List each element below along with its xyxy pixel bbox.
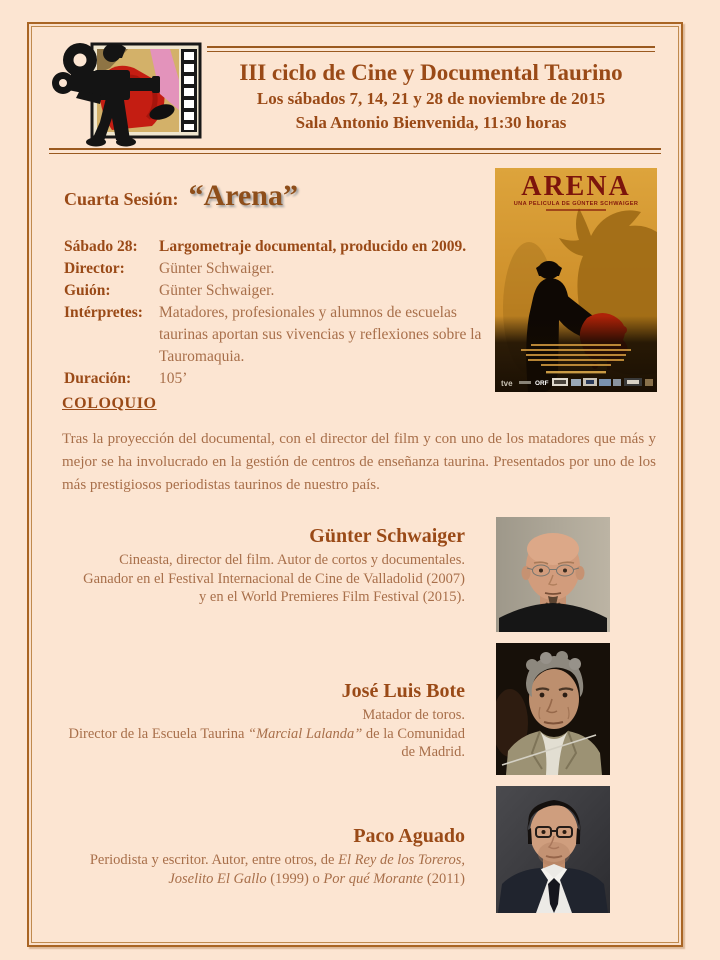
detail-row	[64, 368, 494, 390]
detail-row	[64, 236, 494, 258]
detail-label: Duración:	[64, 370, 132, 387]
detail-row	[64, 302, 494, 368]
person-name: Günter Schwaiger	[309, 525, 465, 547]
header-block	[203, 46, 659, 135]
detail-label: Director:	[64, 260, 125, 277]
page-title: III ciclo de Cine y Documental Taurino	[239, 60, 623, 85]
film-title: “Arena”	[188, 179, 298, 212]
bio-paco-aguado	[49, 824, 465, 888]
person-bio: Periodista y escritor. Autor, entre otros, de El Rey de los Toreros, Joselito El Gallo (1999) o Por qué Morante (2011)	[89, 852, 465, 887]
header-dates: Los sábados 7, 14, 21 y 28 de noviembre de 2015	[256, 89, 606, 108]
person-bio: Matador de toros. Director de la Escuela Taurina “Marcial Lalanda” de la Comunidad de Madrid.	[68, 707, 465, 760]
detail-value: 105’	[159, 370, 188, 387]
header-venue: Sala Antonio Bienvenida, 11:30 horas	[295, 113, 567, 132]
header-top-rule	[207, 46, 655, 52]
orf-logo: ORF	[535, 380, 549, 387]
jose-luis-bote-photo	[496, 643, 610, 775]
detail-value: Günter Schwaiger.	[159, 282, 275, 299]
paco-aguado-photo	[496, 786, 610, 913]
page-frame	[27, 22, 683, 947]
coloquio-heading: COLOQUIO	[62, 395, 157, 412]
bio-jose-luis-bote	[49, 679, 465, 762]
detail-row	[64, 258, 494, 280]
person-bio: Cineasta, director del film. Autor de cortos y documentales. Ganador en el Festival Internacional de Cine de Valladolid (2007) y en el World Premieres Film Festival (2015).	[83, 552, 465, 605]
tve-logo: tve	[501, 379, 513, 388]
person-name: Paco Aguado	[353, 825, 465, 847]
person-name: José Luis Bote	[341, 680, 465, 702]
coloquio-paragraph: Tras la proyección del documental, con el director del film y con uno de los matadores que más y mejor se ha involucrado en la gestión de centros de enseñanza taurina. Presentados por uno de los más prestigiosos periodistas taurinos de nuestro país.	[62, 431, 656, 493]
gunter-schwaiger-photo	[496, 517, 610, 632]
detail-row	[64, 280, 494, 302]
session-label: Cuarta Sesión:	[64, 189, 179, 209]
detail-label: Sábado 28:	[64, 238, 138, 255]
detail-label: Guión:	[64, 282, 111, 299]
header-bottom-rule	[49, 148, 661, 154]
bio-gunter-schwaiger	[49, 524, 465, 607]
poster-credit-line: UNA PELICULA DE GÜNTER SCHWAIGER	[513, 201, 639, 207]
film-details	[64, 236, 494, 390]
arena-film-poster	[495, 168, 657, 392]
film-camera-logo-icon	[50, 38, 202, 148]
poster-title: ARENA	[521, 171, 631, 202]
detail-value: Largometraje documental, producido en 2009.	[159, 238, 467, 255]
detail-value: Matadores, profesionales y alumnos de escuelas taurinas aportan sus vivencias y reflexiones sobre la Tauromaquia.	[159, 304, 482, 365]
detail-label: Intérpretes:	[64, 304, 143, 321]
session-heading	[64, 179, 298, 213]
detail-value: Günter Schwaiger.	[159, 260, 275, 277]
